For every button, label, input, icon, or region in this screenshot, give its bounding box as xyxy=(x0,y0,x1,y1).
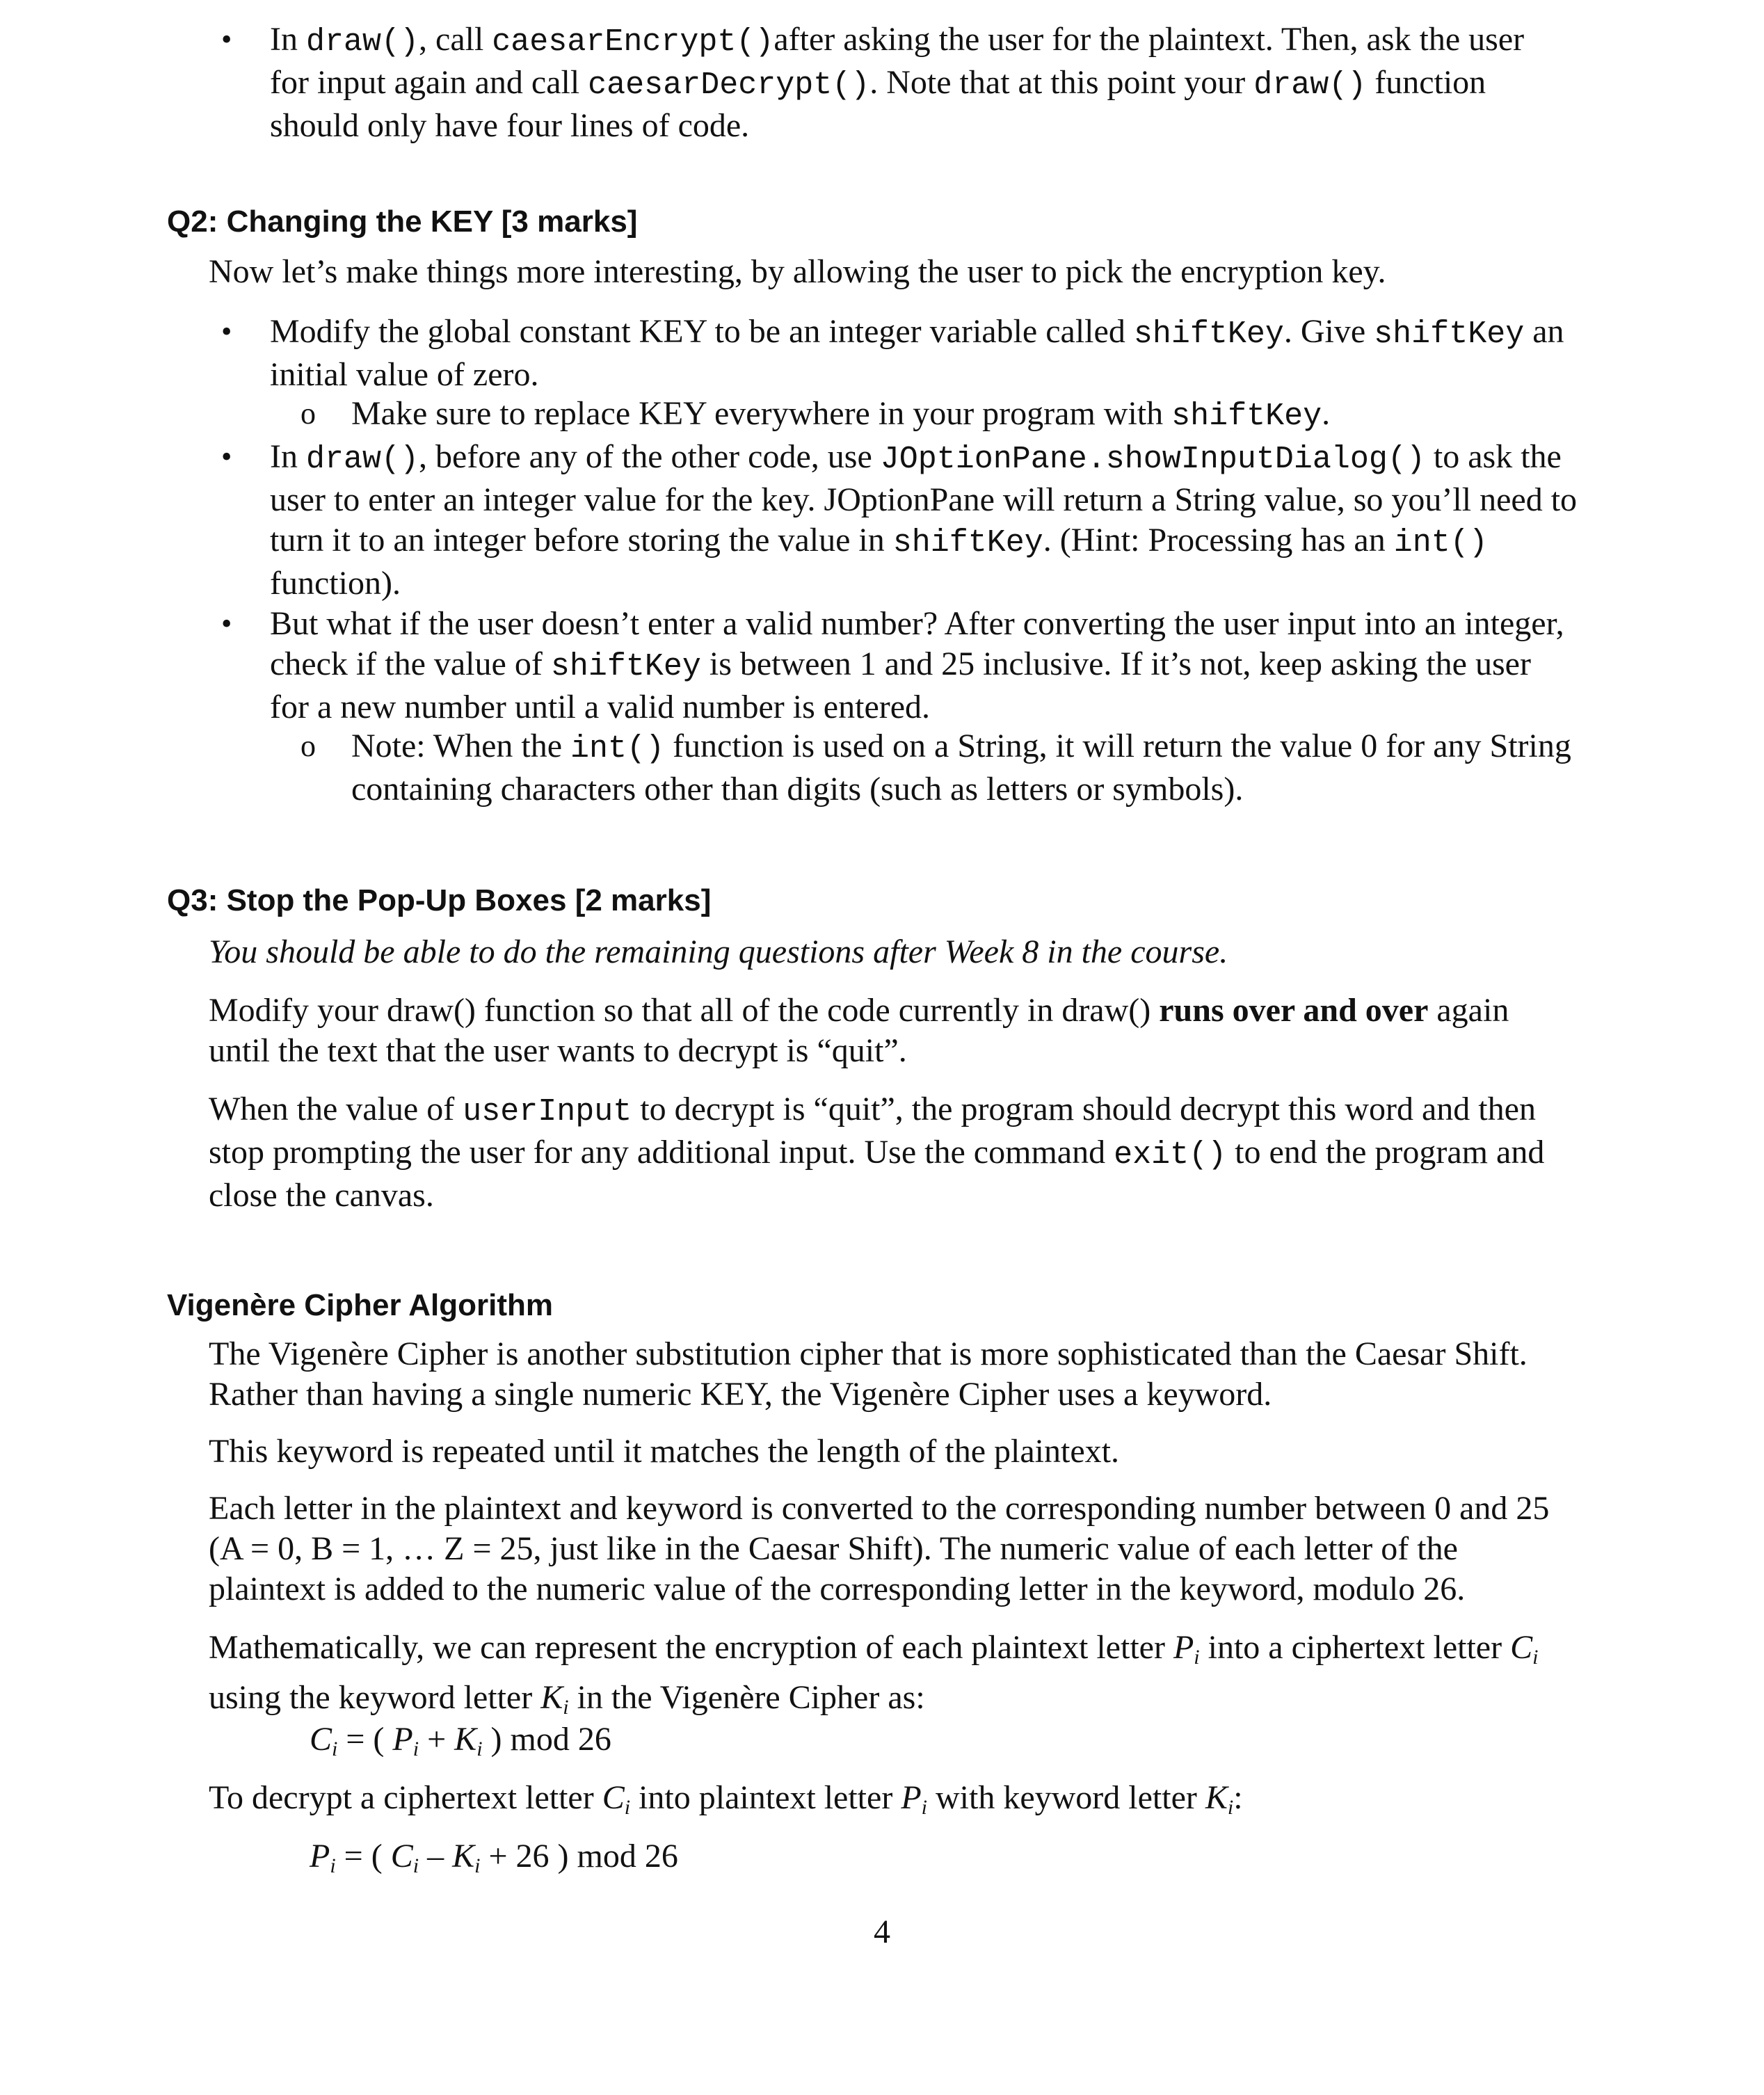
sub-bullet-circle: o xyxy=(300,729,316,763)
q2-bullet-1-sub: Make sure to replace KEY everywhere in your program with shiftKey. xyxy=(351,395,1331,434)
vigenere-heading: Vigenère Cipher Algorithm xyxy=(167,1288,553,1322)
q3-paragraph-2: When the value of userInput to decrypt is “quit”, the program should decrypt this word and then stop prompting the user for any additional input. Use the command exit() to end the program and close the canvas. xyxy=(209,1091,1545,1214)
q2-heading: Q2: Changing the KEY [3 marks] xyxy=(167,204,638,239)
q3-heading: Q3: Stop the Pop-Up Boxes [2 marks] xyxy=(167,883,712,917)
bullet-dot: • xyxy=(221,440,232,474)
intro-bullet-text: In draw(), call caesarEncrypt()after asking the user for the plaintext. Then, ask the user for input again and call caesarDecrypt(). Note that at this point your draw() function should only have four lines of code. xyxy=(270,21,1525,144)
bullet-dot: • xyxy=(221,314,232,348)
sub-bullet-circle: o xyxy=(300,396,316,431)
q2-bullet-1: Modify the global constant KEY to be an integer variable called shiftKey. Give shiftKey an initial value of zero. xyxy=(270,313,1564,393)
decryption-formula: $P_i$ = ( $C_i - K_i + 26$ ) mod 26 xyxy=(310,1838,678,1877)
q2-bullet-2: In draw(), before any of the other code, use JOptionPane.showInputDialog() to ask the user to enter an integer value for the key. JOptionPane will return a String value, so you’ll need to turn it to an integer before storing the value in shiftKey. (Hint: Processing has an int() function). xyxy=(270,438,1578,602)
q3-paragraph-1: Modify your draw() function so that all of the code currently in draw() runs over and over again until the text that the user wants to decrypt is “quit”. xyxy=(209,992,1509,1069)
q2-bullet-3: But what if the user doesn’t enter a valid number? After converting the user input into an integer, check if the value of shiftKey is between 1 and 25 inclusive. If it’s not, keep asking the user for a new number until a valid number is entered. xyxy=(270,605,1564,725)
vigenere-paragraph-4: Mathematically, we can represent the encryption of each plaintext letter $P_i$ into a ciphertext letter $C_i$ using the keyword letter $K_i$ in the Vigenère Cipher as: xyxy=(209,1629,1539,1719)
q2-bullet-3-sub: Note: When the int() function is used on a String, it will return the value 0 for any String containing characters other than digits (such as letters or symbols). xyxy=(351,728,1571,808)
encryption-formula: $C_i$ = ( $P_i + K_i$ ) mod 26 xyxy=(310,1721,611,1760)
vigenere-paragraph-5: To decrypt a ciphertext letter $C_i$ into plaintext letter $P_i$ with keyword letter $K_i$: xyxy=(209,1779,1243,1819)
bullet-dot: • xyxy=(221,22,232,56)
vigenere-paragraph-1: The Vigenère Cipher is another substitution cipher that is more sophisticated than the Caesar Shift. Rather than having a single numeric KEY, the Vigenère Cipher uses a keyword. xyxy=(209,1335,1528,1413)
q3-note: You should be able to do the remaining questions after Week 8 in the course. xyxy=(209,933,1228,970)
q2-intro: Now let’s make things more interesting, by allowing the user to pick the encryption key. xyxy=(209,253,1386,290)
vigenere-paragraph-3: Each letter in the plaintext and keyword is converted to the corresponding number between 0 and 25 (A = 0, B = 1, … Z = 25, just like in the Caesar Shift). The numeric value of each letter of the plaintext is added to the numeric value of the corresponding letter in the keyword, modulo 26. xyxy=(209,1490,1550,1607)
bullet-dot: • xyxy=(221,607,232,641)
page-number: 4 xyxy=(874,1913,890,1950)
vigenere-paragraph-2: This keyword is repeated until it matches the length of the plaintext. xyxy=(209,1433,1119,1470)
